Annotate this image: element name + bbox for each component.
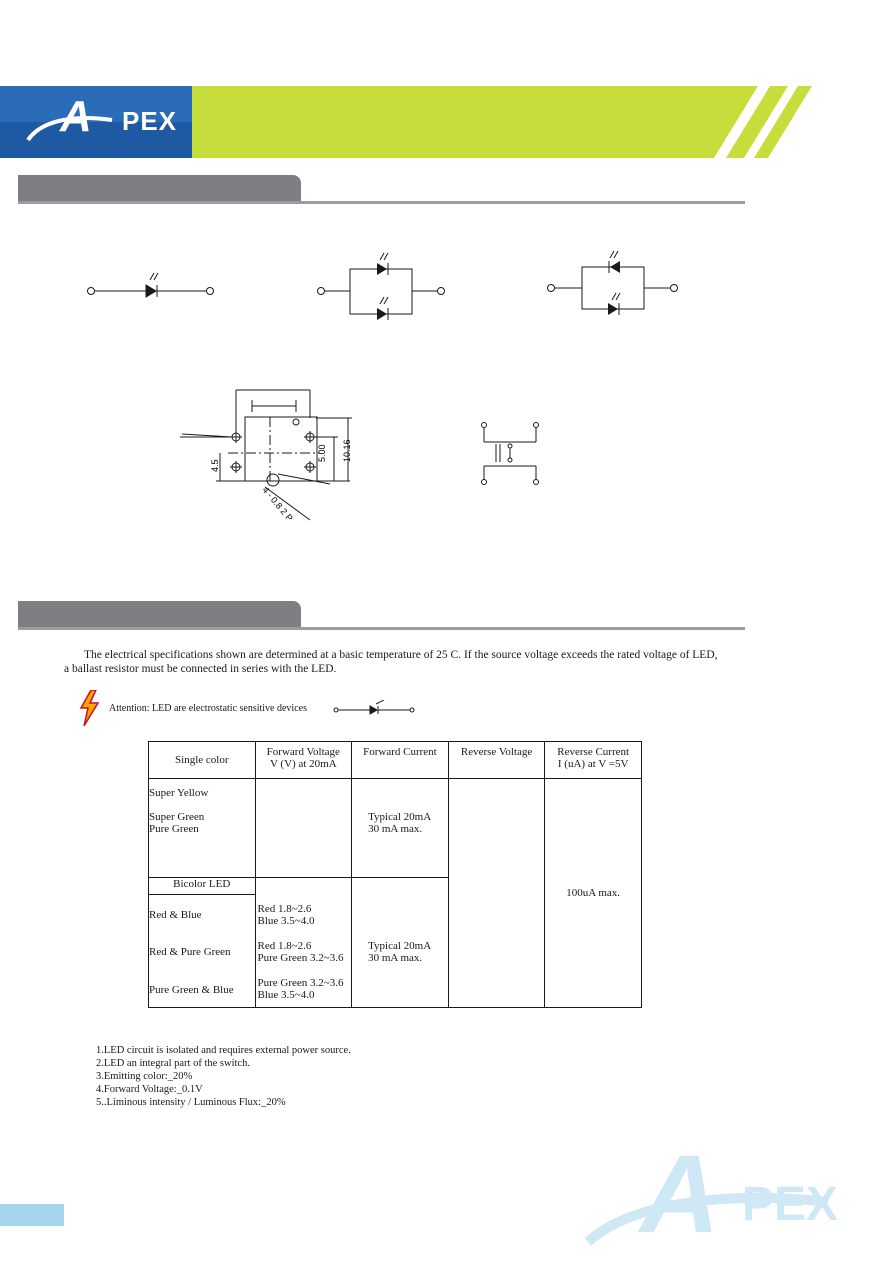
note-item: 2.LED an integral part of the switch. [96,1058,250,1069]
spec-table [148,741,642,1008]
attention-text: Attention: LED are electrostatic sensitive devices [109,703,307,714]
spec-intro-line1: The electrical specifications shown are determined at a basic temperature of 25 C. If the source voltage exceeds the rated voltage of LED, [84,649,718,661]
footprint-drawing [170,382,370,542]
note-item: 5..Liminous intensity / Luminous Flux:_20% [96,1097,286,1108]
single-current-cell: Typical 20mA 30 mA max. [352,779,449,878]
bicolor-names-cell: Red & Blue Red & Pure Green Pure Green & Blue [149,895,256,1008]
dim-4-5: 4.5 [210,459,220,472]
section-tab-electrical [18,601,301,629]
header-forward-voltage: Forward Voltage V (V) at 20mA [255,742,352,779]
footer-logo-a: A [640,1133,720,1256]
single-voltage-cell [255,779,352,878]
header-reverse-current: Reverse Current I (uA) at V =5V [545,742,642,779]
footer-bar [0,1204,64,1226]
bicolor-label-cell: Bicolor LED [149,878,256,895]
reverse-current-cell: 100uA max. [545,779,642,1008]
note-item: 4.Forward Voltage:_0.1V [96,1084,203,1095]
notes-list [96,1044,351,1109]
section-divider [18,627,745,630]
note-item: 3.Emitting color:_20% [96,1071,193,1082]
bicolor-voltage-cell: Red 1.8~2.6 Blue 3.5~4.0 Red 1.8~2.6 Pure Green 3.2~3.6 Pure Green 3.2~3.6 Blue 3.5~4.0 [255,878,352,1008]
switch-schematic [474,418,548,488]
footer-logo-pex: PEX [742,1178,839,1231]
header-reverse-voltage: Reverse Voltage [448,742,545,779]
logo-a: A [60,92,92,141]
spec-intro [64,648,724,676]
spec-intro-line2: a ballast resistor must be connected in series with the LED. [64,663,337,675]
dim-10-16: 10.16 [342,439,352,462]
note-item: 1.LED circuit is isolated and requires external power source. [96,1045,351,1056]
header-forward-current: Forward Current [352,742,449,779]
single-color-cell: Super Yellow Super Green Pure Green [149,779,256,878]
logo-pex: PEX [122,106,178,136]
dim-hole: 4 - 0.8 2 P [260,484,295,524]
table-header-row [149,742,642,779]
led-symbol-small [330,700,420,718]
dim-5-00: 5.00 [317,444,327,462]
reverse-voltage-cell [448,779,545,1008]
header-single-color: Single color [149,742,256,779]
led-circuit-diagrams [0,240,892,350]
section-tab-circuit [18,175,301,203]
table-row [149,779,642,878]
lightning-warning-icon [78,690,102,726]
bicolor-current-cell: Typical 20mA 30 mA max. [352,878,449,1008]
section-divider [18,201,745,204]
